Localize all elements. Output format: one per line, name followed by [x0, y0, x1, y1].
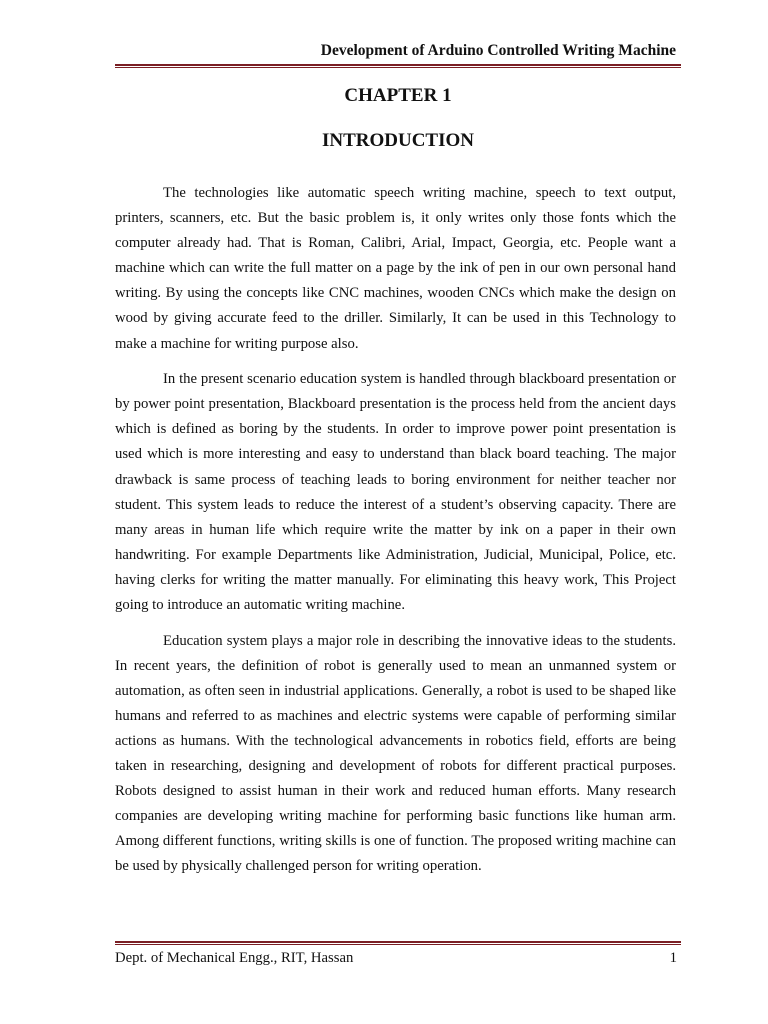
paragraph-2: In the present scenario education system is handled through blackboard presentation or by power point presentation, Blackboard presentation is the process held from the ancient days which is defined as boring by the students. In order to improve power point presentation is used which is more interesting and easy to understand than black board teaching. The major drawback is same process of teaching leads to boring environment for neither teacher nor student. This system leads to reduce the interest of a student’s observing capacity. There are many areas in human life which require write the matter by ink on a paper in their own handwriting. For example Departments like Administration, Judicial, Municipal, Police, etc. having clerks for writing the matter manually. For eliminating this heavy work, This Project going to introduce an automatic writing machine. [115, 371, 676, 613]
footer-rule-thick-line [115, 941, 681, 943]
running-header-title: Development of Arduino Controlled Writing Machine [320, 42, 676, 59]
paragraph-3: Education system plays a major role in describing the innovative ideas to the students. In recent years, the definition of robot is generally used to mean an unmanned system or automation, as often seen in industrial applications. Generally, a robot is used to be shaped like humans and referred to as machines and electric systems were capable of performing similar actions as humans. With the technological advancements in robotics field, efforts are being taken in researching, designing and development of robots for different practical purposes. Robots designed to assist human in their work and reduced human efforts. Many research companies are developing writing machine for performing basic functions like human arm. Among different functions, writing skills is one of function. The proposed writing machine can be used by physically challenged person for writing operation. [115, 632, 676, 875]
page-number: 1 [669, 950, 677, 966]
header-rule-thick-line [115, 64, 681, 66]
footer-rule-thin-line [115, 944, 681, 945]
chapter-number: CHAPTER 1 [344, 85, 452, 106]
header-rule [115, 64, 681, 68]
footer-department: Dept. of Mechanical Engg., RIT, Hassan [115, 950, 354, 966]
body-text [115, 181, 676, 890]
footer-rule [115, 941, 681, 945]
paragraph-1: The technologies like automatic speech writing machine, speech to text output, printers, scanners, etc. But the basic problem is, it only writes only those fonts which the computer already had. That is Roman, Calibri, Arial, Impact, Georgia, etc. People want a machine which can write the full matter on a page by the ink of pen in our own personal hand writing. By using the concepts like CNC machines, wooden CNCs which make the design on wood by giving accurate feed to the driller. Similarly, It can be used in this Technology to make a machine for writing purpose also. [115, 185, 676, 352]
header-rule-thin-line [115, 67, 681, 68]
chapter-title: INTRODUCTION [321, 130, 475, 151]
